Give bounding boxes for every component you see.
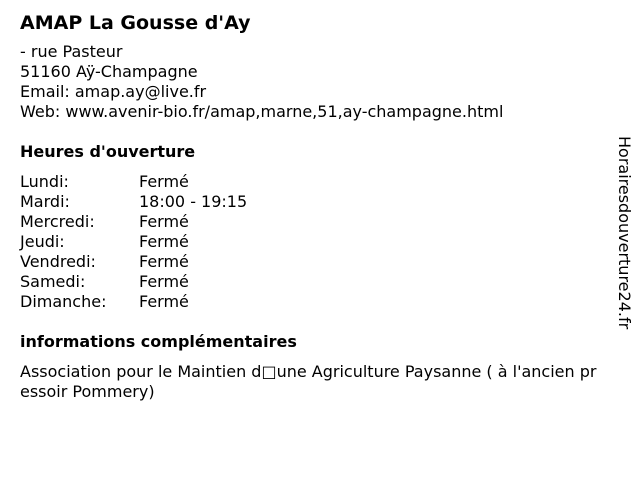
city-address: 51160 Aÿ-Champagne [20,62,198,81]
hours-value: Fermé [139,292,189,311]
hours-table [20,172,600,312]
business-card [20,10,600,402]
hours-row-monday [20,172,600,192]
hours-day: Lundi: [20,172,69,191]
hours-row-tuesday [20,192,600,212]
hours-row-wednesday [20,212,600,232]
hours-row-saturday [20,272,600,292]
web-line[interactable]: Web: www.avenir-bio.fr/amap,marne,51,ay-champagne.html [20,102,504,121]
hours-day: Mardi: [20,192,70,211]
hours-row-thursday [20,232,600,252]
info-heading: informations complémentaires [20,332,297,351]
hours-value: Fermé [139,212,189,231]
hours-day: Jeudi: [20,232,65,251]
hours-day: Mercredi: [20,212,95,231]
info-text: Association pour le Maintien d□une Agriculture Paysanne ( à l'ancien pressoir Pommery) [20,362,597,401]
hours-value: 18:00 - 19:15 [139,192,248,211]
hours-day: Vendredi: [20,252,96,271]
business-name: AMAP La Gousse d'Ay [20,12,251,34]
hours-value: Fermé [139,232,189,251]
street-address: - rue Pasteur [20,42,123,61]
hours-value: Fermé [139,172,189,191]
hours-row-friday [20,252,600,272]
hours-day: Dimanche: [20,292,107,311]
site-watermark: Horairesdouverture24.fr [615,136,634,330]
email-line[interactable]: Email: amap.ay@live.fr [20,82,207,101]
contact-block [20,42,600,122]
hours-day: Samedi: [20,272,86,291]
hours-value: Fermé [139,272,189,291]
hours-value: Fermé [139,252,189,271]
hours-row-sunday [20,292,600,312]
hours-heading: Heures d'ouverture [20,142,196,161]
